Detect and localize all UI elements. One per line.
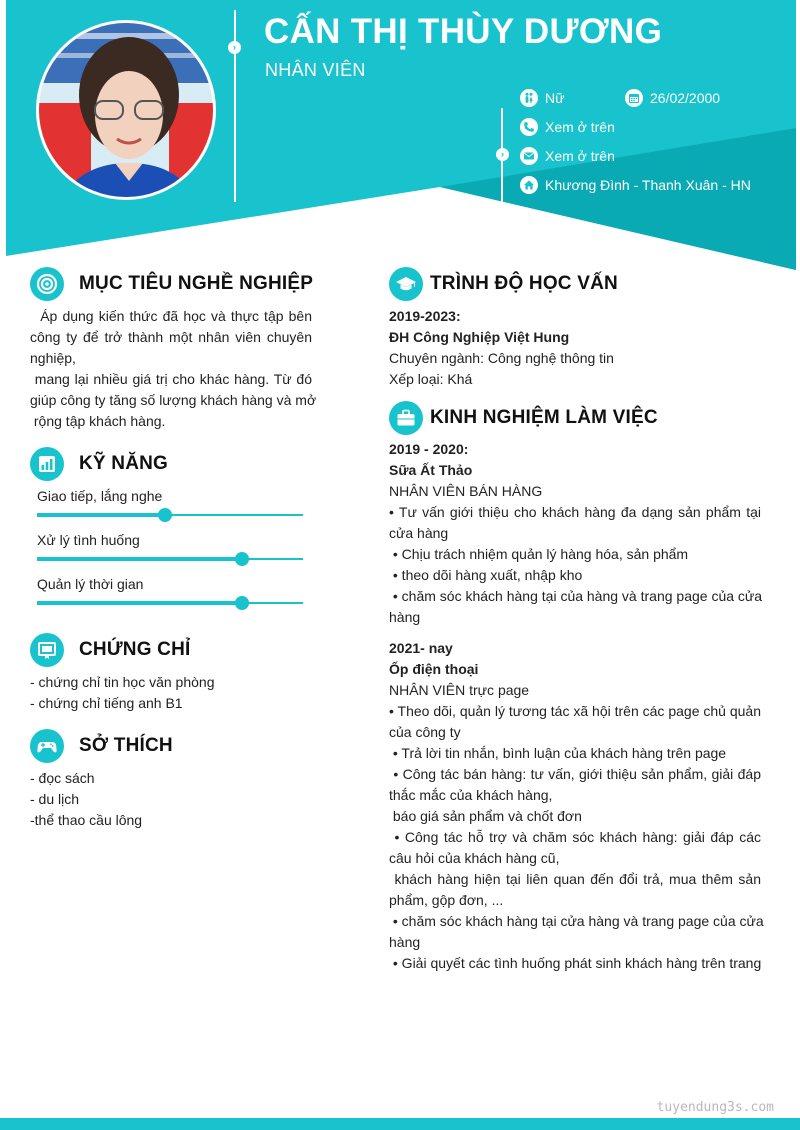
job-duty-line: thắc mắc của khách hàng, <box>389 787 553 803</box>
objective-line: nghiệp, <box>30 350 76 366</box>
job-company: Ốp điện thoại <box>389 661 479 677</box>
skill-knob <box>235 552 249 566</box>
candidate-name: CẤN THỊ THÙY DƯƠNG <box>264 12 663 51</box>
job-1 <box>389 439 761 628</box>
job-duty-line: • chăm sóc khách hàng tại cửa hàng và trang page của cửa <box>389 913 764 929</box>
job-period: 2021- nay <box>389 640 453 656</box>
envelope-icon <box>520 147 538 165</box>
objective-text <box>30 306 317 432</box>
job-duty-line: câu hỏi của khách hàng cũ, <box>389 850 560 866</box>
graduation-cap-icon <box>389 267 423 301</box>
avatar <box>36 20 216 200</box>
skill-name: Giao tiếp, lắng nghe <box>37 488 163 504</box>
job-duty-line: của công ty <box>389 724 461 740</box>
job-company: Sữa Ất Thảo <box>389 462 473 478</box>
job-duty-line: • chăm sóc khách hàng tại của hàng và trang page của cửa <box>389 588 763 604</box>
calendar-icon <box>625 89 643 107</box>
hobbies-heading <box>30 729 173 763</box>
job-duty-line: • theo dõi hàng xuất, nhập kho <box>389 567 583 583</box>
skill-name: Quản lý thời gian <box>37 576 144 592</box>
job-duty-line: • Trả lời tin nhắn, bình luận của khách hàng trên page <box>389 745 727 761</box>
job-role: NHÂN VIÊN BÁN HÀNG <box>389 483 543 499</box>
footer-bar <box>0 1118 800 1130</box>
experience-heading <box>389 401 658 435</box>
job-duty-line: • Tư vấn giới thiệu cho khách hàng đa dạng sản phẩm tại <box>389 504 761 520</box>
phone-icon <box>520 118 538 136</box>
phone-value: Xem ở trên <box>545 119 615 135</box>
target-icon <box>30 267 64 301</box>
skill-knob <box>235 596 249 610</box>
job-duty-line: hàng <box>389 609 421 625</box>
skill-bar <box>37 514 303 516</box>
experience-title: KINH NGHIỆM LÀM VIỆC <box>430 407 658 428</box>
email-value: Xem ở trên <box>545 148 615 164</box>
objective-title: MỤC TIÊU NGHỀ NGHIỆP <box>79 273 314 294</box>
hobby-item: - du lịch <box>30 791 80 807</box>
education-title: TRÌNH ĐỘ HỌC VẤN <box>430 273 618 294</box>
job-duty-line: • Công tác bán hàng: tư vấn, giới thiệu sản phẩm, giải đáp <box>389 766 761 782</box>
certificates-heading <box>30 633 191 667</box>
objective-line: giúp công ty tăng số lượng khách hàng và mở <box>30 392 317 408</box>
job-duty-line: • Giải quyết các tình huống phát sinh khách hàng trên trang <box>389 955 762 971</box>
birthday-info <box>625 89 720 107</box>
objective-line: mang lại nhiều giá trị cho khác hàng. Từ đó <box>30 371 312 387</box>
briefcase-icon <box>389 401 423 435</box>
gamepad-icon <box>30 729 64 763</box>
hobbies-title: SỞ THÍCH <box>79 735 173 756</box>
address-info <box>520 176 751 194</box>
job-duty-line: • Công tác hỗ trợ và chăm sóc khách hàng: giải đáp các <box>389 829 761 845</box>
birthday-value: 26/02/2000 <box>650 90 721 106</box>
education-grade: Xếp loại: Khá <box>389 371 473 387</box>
job-role: NHÂN VIÊN trực page <box>389 682 530 698</box>
email-info <box>520 147 615 165</box>
education-major: Chuyên ngành: Công nghệ thông tin <box>389 350 614 366</box>
skills-title: KỸ NĂNG <box>79 453 169 474</box>
objective-line: Áp dụng kiến thức đã học và thực tập bên <box>30 308 312 324</box>
bar-chart-icon <box>30 447 64 481</box>
hobbies-list <box>30 768 330 831</box>
certificate-item: - chứng chỉ tin học văn phòng <box>30 674 215 690</box>
skill-fill <box>37 513 165 517</box>
watermark: tuyendung3s.com <box>656 1100 774 1115</box>
hobby-item: -thể thao cầu lông <box>30 812 143 828</box>
skill-fill <box>37 557 242 561</box>
skills-heading <box>30 447 168 481</box>
job-duty-line: • Chịu trách nhiệm quản lý hàng hóa, sản phẩm <box>389 546 689 562</box>
job-duty-line: phẩm, gộp đơn, ... <box>389 892 504 908</box>
phone-info <box>520 118 615 136</box>
header-divider <box>234 10 236 202</box>
skill-name: Xử lý tình huống <box>37 532 140 548</box>
certificate-item: - chứng chỉ tiếng anh B1 <box>30 695 183 711</box>
job-duty-line: báo giá sản phẩm và chốt đơn <box>389 808 582 824</box>
certificates-title: CHỨNG CHỈ <box>79 639 191 660</box>
chevron-right-icon: › <box>496 148 509 161</box>
skill-bar <box>37 558 303 560</box>
gender-icon <box>520 89 538 107</box>
education-heading <box>389 267 618 301</box>
objective-line: rộng tập khách hàng. <box>30 413 166 429</box>
portrait-photo <box>39 23 216 200</box>
skill-fill <box>37 601 242 605</box>
hobby-item: - đọc sách <box>30 770 95 786</box>
address-value: Khương Đình - Thanh Xuân - HN <box>545 177 751 193</box>
certificate-icon <box>30 633 64 667</box>
education-period: 2019-2023: <box>389 308 461 324</box>
objective-heading <box>30 267 313 301</box>
job-duty-line: khách hàng hiện tại liên quan đến đổi trả, mua thêm sản <box>389 871 761 887</box>
job-duty-line: • Theo dõi, quản lý tương tác xã hội trên các page chủ quản <box>389 703 761 719</box>
job-duty-line: cửa hàng <box>389 525 449 541</box>
education-school: ĐH Công Nghiệp Việt Hung <box>389 329 570 345</box>
skill-knob <box>158 508 172 522</box>
skill-bar <box>37 602 303 604</box>
job-duty-line: hàng <box>389 934 421 950</box>
job-period: 2019 - 2020: <box>389 441 469 457</box>
objective-line: công ty để trở thành một nhân viên chuyên <box>30 329 312 345</box>
job-2 <box>389 638 764 974</box>
certificates-list <box>30 672 330 714</box>
home-icon <box>520 176 538 194</box>
chevron-right-icon: › <box>228 41 241 54</box>
gender-value: Nữ <box>545 90 565 106</box>
gender-info <box>520 89 564 107</box>
candidate-position: NHÂN VIÊN <box>265 60 366 80</box>
education-details <box>389 306 761 390</box>
